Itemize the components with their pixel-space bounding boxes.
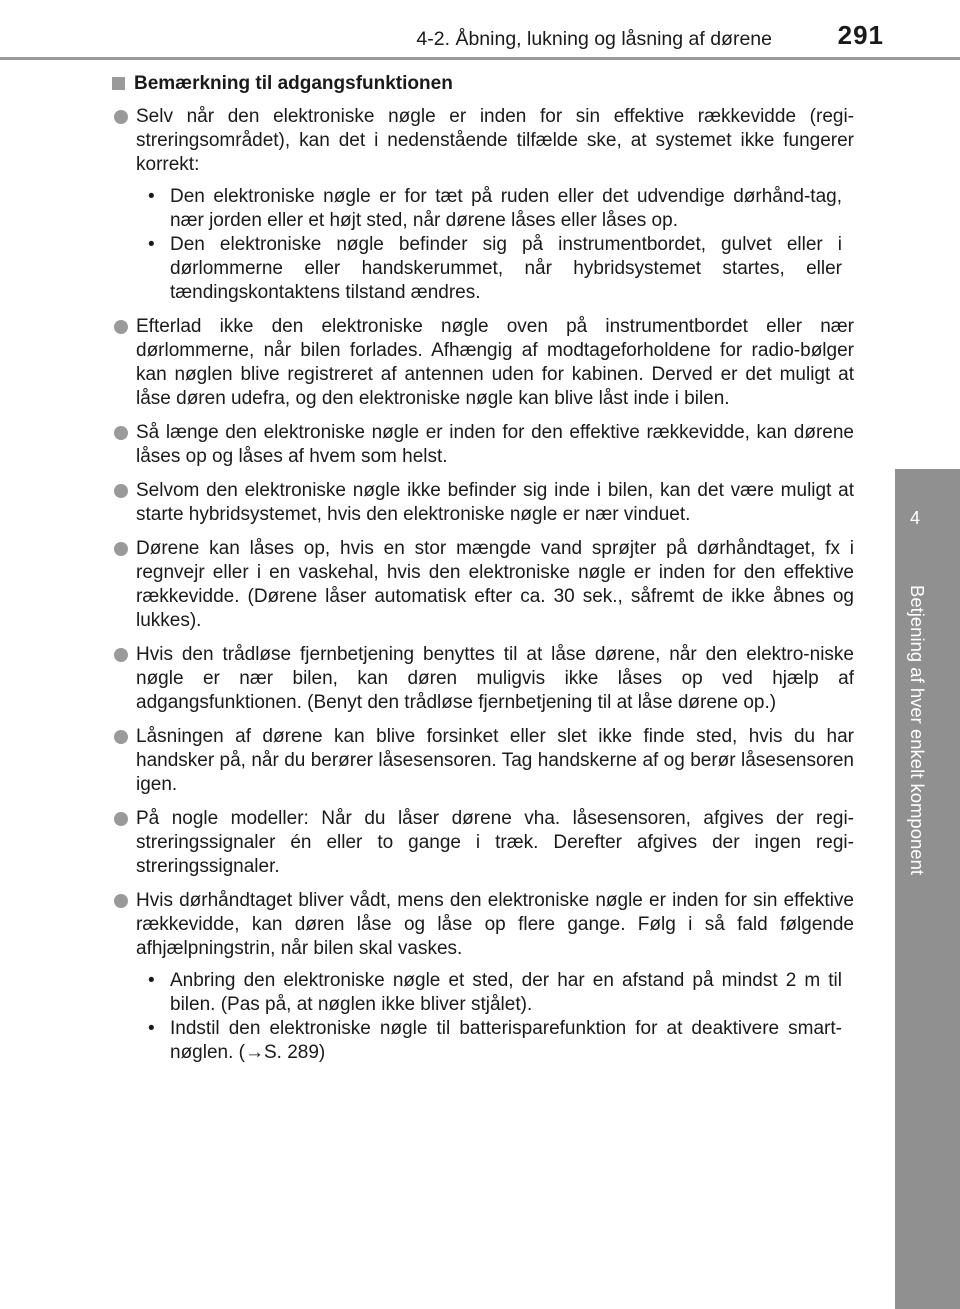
sub-list-item: [146, 969, 842, 1017]
bullet-icon: [114, 426, 128, 440]
header-rule: [0, 57, 960, 60]
dot-bullet-icon: •: [148, 186, 155, 207]
square-bullet-icon: [112, 77, 125, 90]
sub-list: [146, 969, 842, 1065]
chapter-number: 4: [909, 508, 920, 528]
list-item-text: Hvis dørhåndtaget bliver vådt, mens den elektroniske nøgle er inden for sin effektive rækkevidde, kan døren låse og låse op flere gange. Følg i så fald følgende afhjælpningstrin, når bilen skal vaskes.: [136, 890, 854, 959]
list-item-text: Efterlad ikke den elektroniske nøgle oven på instrumentbordet eller nær dørlommerne, når bilen forlades. Afhængig af modtageforholdene for radio-bølger kan nøglen blive registreret af antennen uden for kabinen. Derved er det muligt at låse døren udefra, og den elektroniske nøgle kan blive låst inde i bilen.: [136, 316, 854, 409]
bullet-icon: [114, 484, 128, 498]
sub-list-item-text: Den elektroniske nøgle befinder sig på instrumentbordet, gulvet eller i dørlommerne eller handskerummet, når hybridsystemet startes, eller tændingskontaktens tilstand ændres.: [170, 234, 842, 303]
sub-list-item: [146, 185, 842, 233]
bullet-icon: [114, 894, 128, 908]
list-item: [112, 643, 854, 715]
list-item: [112, 807, 854, 879]
list-item: [112, 725, 854, 797]
sub-list-item-text: Anbring den elektroniske nøgle et sted, der har en afstand på mindst 2 m til bilen. (Pas på, at nøglen ikke bliver stjålet).: [170, 970, 842, 1015]
page-content: [112, 72, 854, 1075]
sub-list: [146, 185, 842, 305]
bullet-icon: [114, 110, 128, 124]
list-item-text: Så længe den elektroniske nøgle er inden for den effektive rækkevidde, kan dørene låses op og låses af hvem som helst.: [136, 422, 854, 467]
bullet-icon: [114, 730, 128, 744]
chapter-title: Betjening af hver enkelt komponent: [907, 585, 928, 876]
list-item-text: Dørene kan låses op, hvis en stor mængde vand sprøjter på dørhåndtaget, fx i regnvejr eller i en vaskehal, hvis den elektroniske nøgle er inden for den effektive rækkevidde. (Dørene låser automatisk efter ca. 30 sek., såfremt de ikke åbnes og lukkes).: [136, 538, 854, 631]
bullet-icon: [114, 542, 128, 556]
sub-list-item: [146, 233, 842, 305]
bullet-icon: [114, 320, 128, 334]
sub-list-item-text: Den elektroniske nøgle er for tæt på ruden eller det udvendige dørhånd-tag, nær jorden eller et højt sted, når dørene låses eller låses op.: [170, 186, 842, 231]
dot-bullet-icon: •: [148, 1018, 155, 1039]
list-item: [112, 421, 854, 469]
list-item: [112, 479, 854, 527]
list-item: [112, 537, 854, 633]
page-number: 291: [837, 20, 884, 50]
list-item: [112, 105, 854, 305]
dot-bullet-icon: •: [148, 970, 155, 991]
list-item-text: Selvom den elektroniske nøgle ikke befinder sig inde i bilen, kan det være muligt at starte hybridsystemet, hvis den elektroniske nøgle er nær vinduet.: [136, 480, 854, 525]
sub-list-item-text: Indstil den elektroniske nøgle til batterisparefunktion for at deaktivere smart-nøglen. (→S. 289): [170, 1018, 842, 1063]
list-item: [112, 889, 854, 1065]
section-heading-text: Bemærkning til adgangsfunktionen: [134, 73, 453, 94]
section-title: 4-2. Åbning, lukning og låsning af dørene: [416, 28, 772, 50]
list-item: [112, 315, 854, 411]
bullet-icon: [114, 648, 128, 662]
section-heading: [112, 72, 854, 96]
dot-bullet-icon: •: [148, 234, 155, 255]
bullet-icon: [114, 812, 128, 826]
page-header: [0, 0, 960, 60]
sub-list-item: [146, 1017, 842, 1065]
list-item-text: Hvis den trådløse fjernbetjening benyttes til at låse dørene, når den elektro-niske nøgle er nær bilen, kan døren muligvis ikke låses op ved hjælp af adgangsfunktionen. (Benyt den trådløse fjernbetjening til at låse dørene op.): [136, 644, 854, 713]
list-item-text: På nogle modeller: Når du låser dørene vha. låsesensoren, afgives der regi-streringssignaler én eller to gange i træk. Derefter afgives der ingen regi-streringssignaler.: [136, 808, 854, 877]
list-item-text: Låsningen af dørene kan blive forsinket eller slet ikke finde sted, hvis du har handsker på, når du berører låsesensoren. Tag handskerne af og berør låsesensoren igen.: [136, 726, 854, 795]
list-item-text: Selv når den elektroniske nøgle er inden for sin effektive rækkevidde (regi-streringsområdet), kan det i nedenstående tilfælde ske, at systemet ikke fungerer korrekt:: [136, 106, 854, 175]
